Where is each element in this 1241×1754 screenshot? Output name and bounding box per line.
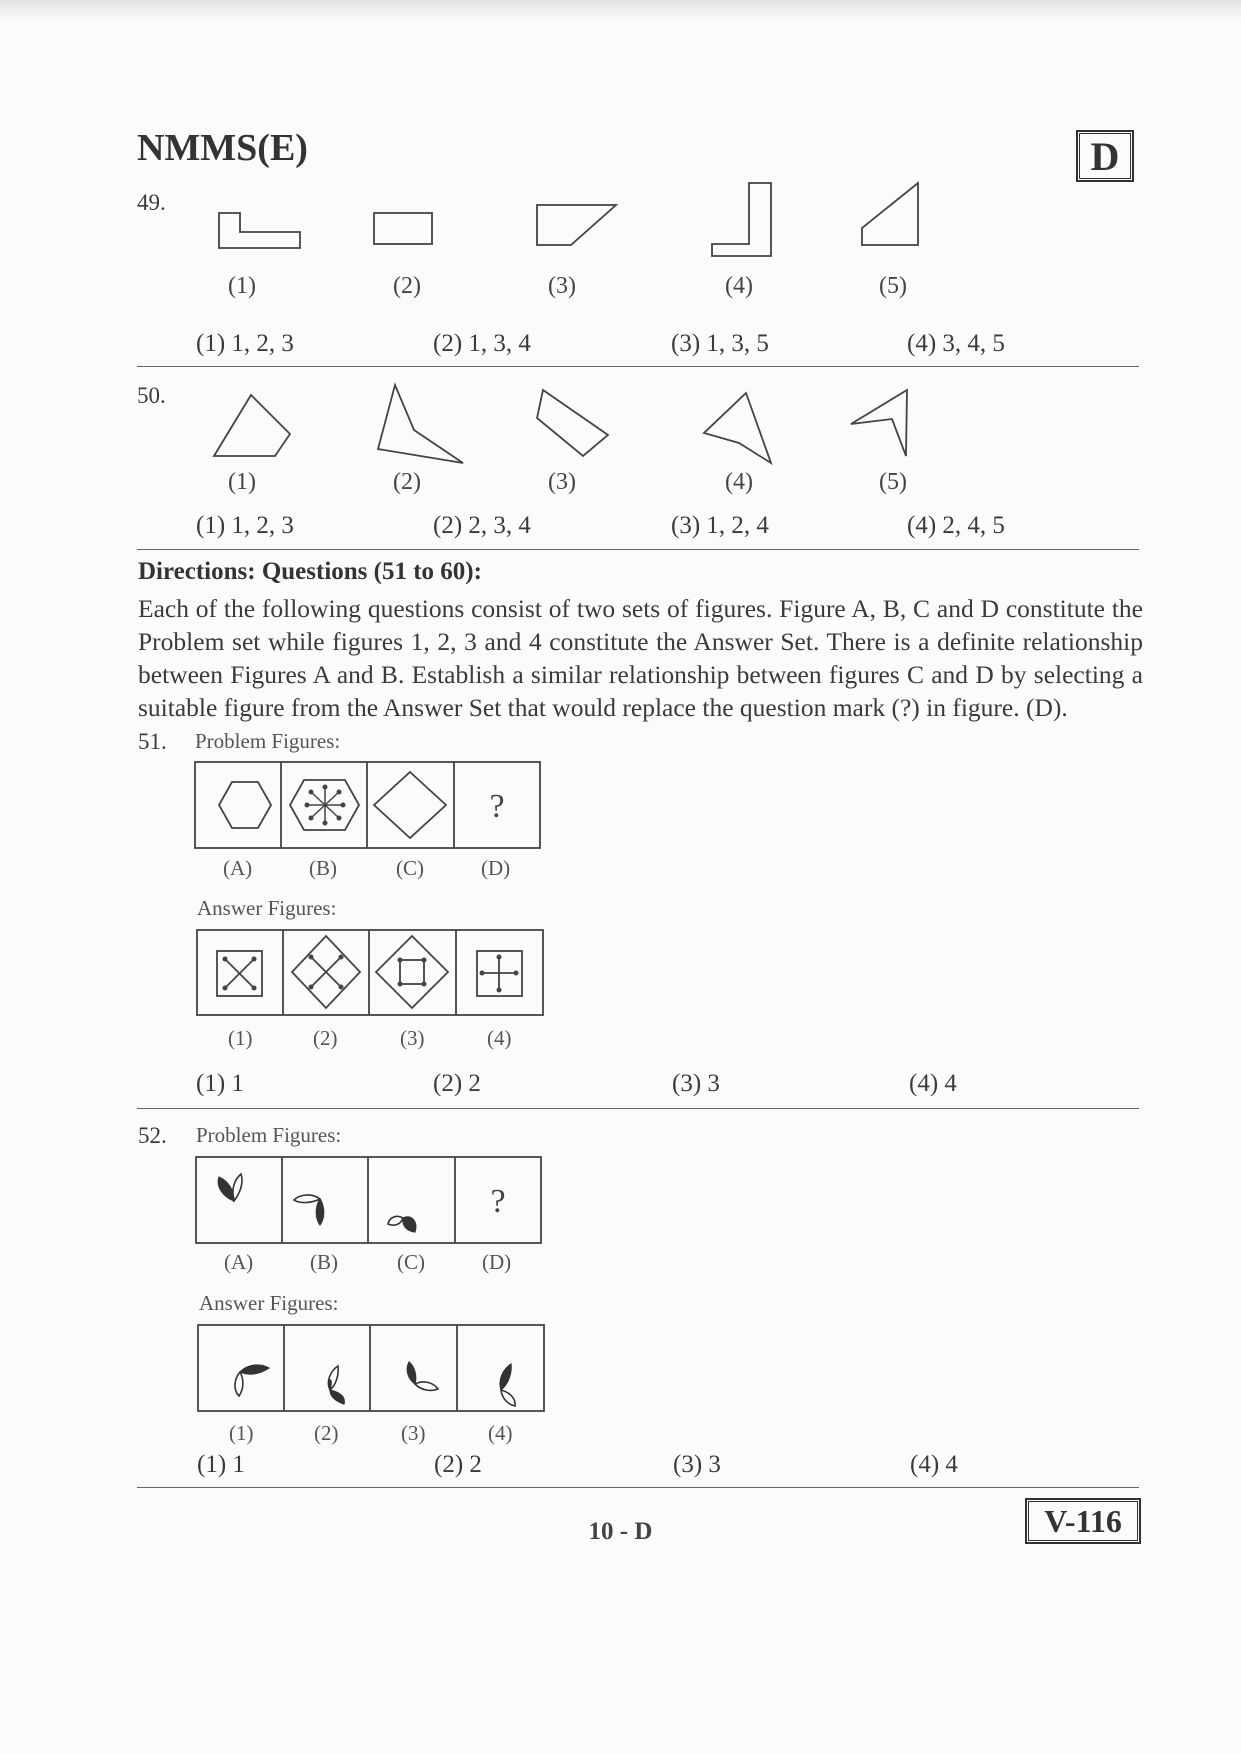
q52-answer-caption-2: (2): [314, 1421, 339, 1445]
q52-answer-1-leaves: [235, 1365, 269, 1396]
q49-figure-label-3: (3): [548, 273, 576, 299]
q49-figure-label-4: (4): [725, 273, 753, 299]
set-code: D: [1079, 133, 1131, 179]
q51-option-3[interactable]: (3) 3: [672, 1070, 720, 1097]
q52-question-mark: ?: [490, 1183, 506, 1220]
q52-answer-caption-3: (3): [401, 1421, 426, 1445]
q51-answer-label: Answer Figures:: [197, 896, 337, 920]
q51-answer-caption-3: (3): [400, 1026, 425, 1050]
q51-option-2[interactable]: (2) 2: [433, 1070, 481, 1097]
q50-option-3[interactable]: (3) 1, 2, 4: [671, 512, 769, 539]
q51-number: 51.: [138, 729, 167, 754]
q52-problem-caption-b: (B): [310, 1250, 338, 1274]
q49-option-2[interactable]: (2) 1, 3, 4: [433, 330, 531, 357]
q51-problem-caption-c: (C): [396, 856, 424, 880]
q52-option-2[interactable]: (2) 2: [434, 1451, 482, 1478]
exam-title: NMMS(E): [137, 127, 308, 169]
booklet-code-box: [1025, 1498, 1141, 1544]
q52-number: 52.: [138, 1123, 167, 1148]
q50-option-2[interactable]: (2) 2, 3, 4: [433, 512, 531, 539]
q49-option-3[interactable]: (3) 1, 3, 5: [671, 330, 769, 357]
q52-answer-4-leaves: [500, 1364, 515, 1406]
q49-number: 49.: [137, 190, 166, 215]
q52-answer-caption-1: (1): [229, 1421, 254, 1445]
directions-heading: Directions: Questions (51 to 60):: [138, 558, 482, 585]
q51-problem-caption-b: (B): [309, 856, 337, 880]
q49-option-1[interactable]: (1) 1, 2, 3: [196, 330, 294, 357]
q50-figure-label-5: (5): [879, 469, 907, 495]
q52-problem-label: Problem Figures:: [196, 1123, 342, 1147]
q50-figure-label-3: (3): [548, 469, 576, 495]
page-number: 10 - D: [588, 1518, 653, 1545]
q52-answer-3-leaves: [407, 1362, 438, 1390]
directions-text: Each of the following questions consist of two sets of figures. Figure A, B, C and D constitute the Problem set while figures 1, 2, 3 and 4 constitute the Answer Set. There is a definite relationship between Figures A and B. Establish a similar relationship between figures C and D by selecting a suitable figure from the Answer Set that would replace the question mark (?) in figure. (D).: [138, 594, 1143, 722]
q52-problem-caption-c: (C): [397, 1250, 425, 1274]
q50-option-1[interactable]: (1) 1, 2, 3: [196, 512, 294, 539]
q51-question-mark: ?: [489, 788, 505, 825]
q51-answer-caption-2: (2): [313, 1026, 338, 1050]
q52-option-1[interactable]: (1) 1: [197, 1451, 245, 1478]
q49-option-4[interactable]: (4) 3, 4, 5: [907, 330, 1005, 357]
q52-answer-label: Answer Figures:: [199, 1291, 339, 1315]
q49-figure-label-1: (1): [228, 273, 256, 299]
q52-problem-caption-d: (D): [482, 1250, 512, 1274]
q51-problem-caption-a: (A): [223, 856, 253, 880]
q51-answer-caption-1: (1): [228, 1026, 253, 1050]
q52-answer-2-leaves: [328, 1366, 344, 1404]
q52-answer-caption-4: (4): [488, 1421, 513, 1445]
q49-figure-label-5: (5): [879, 273, 907, 299]
q52-option-3[interactable]: (3) 3: [673, 1451, 721, 1478]
q51-option-4[interactable]: (4) 4: [909, 1070, 957, 1097]
q49-figure-label-2: (2): [393, 273, 421, 299]
q51-answer-caption-4: (4): [487, 1026, 512, 1050]
q50-number: 50.: [137, 383, 166, 408]
q50-figure-label-2: (2): [393, 469, 421, 495]
q50-figure-label-1: (1): [228, 469, 256, 495]
booklet-code: V-116: [1028, 1501, 1138, 1541]
q50-option-4[interactable]: (4) 2, 4, 5: [907, 512, 1005, 539]
q52-problem-caption-a: (A): [224, 1250, 254, 1274]
q52-option-4[interactable]: (4) 4: [910, 1451, 958, 1478]
q51-problem-label: Problem Figures:: [195, 729, 341, 753]
divider: [137, 1487, 1139, 1488]
q50-figure-label-4: (4): [725, 469, 753, 495]
q51-option-1[interactable]: (1) 1: [196, 1070, 244, 1097]
q51-problem-caption-d: (D): [481, 856, 511, 880]
